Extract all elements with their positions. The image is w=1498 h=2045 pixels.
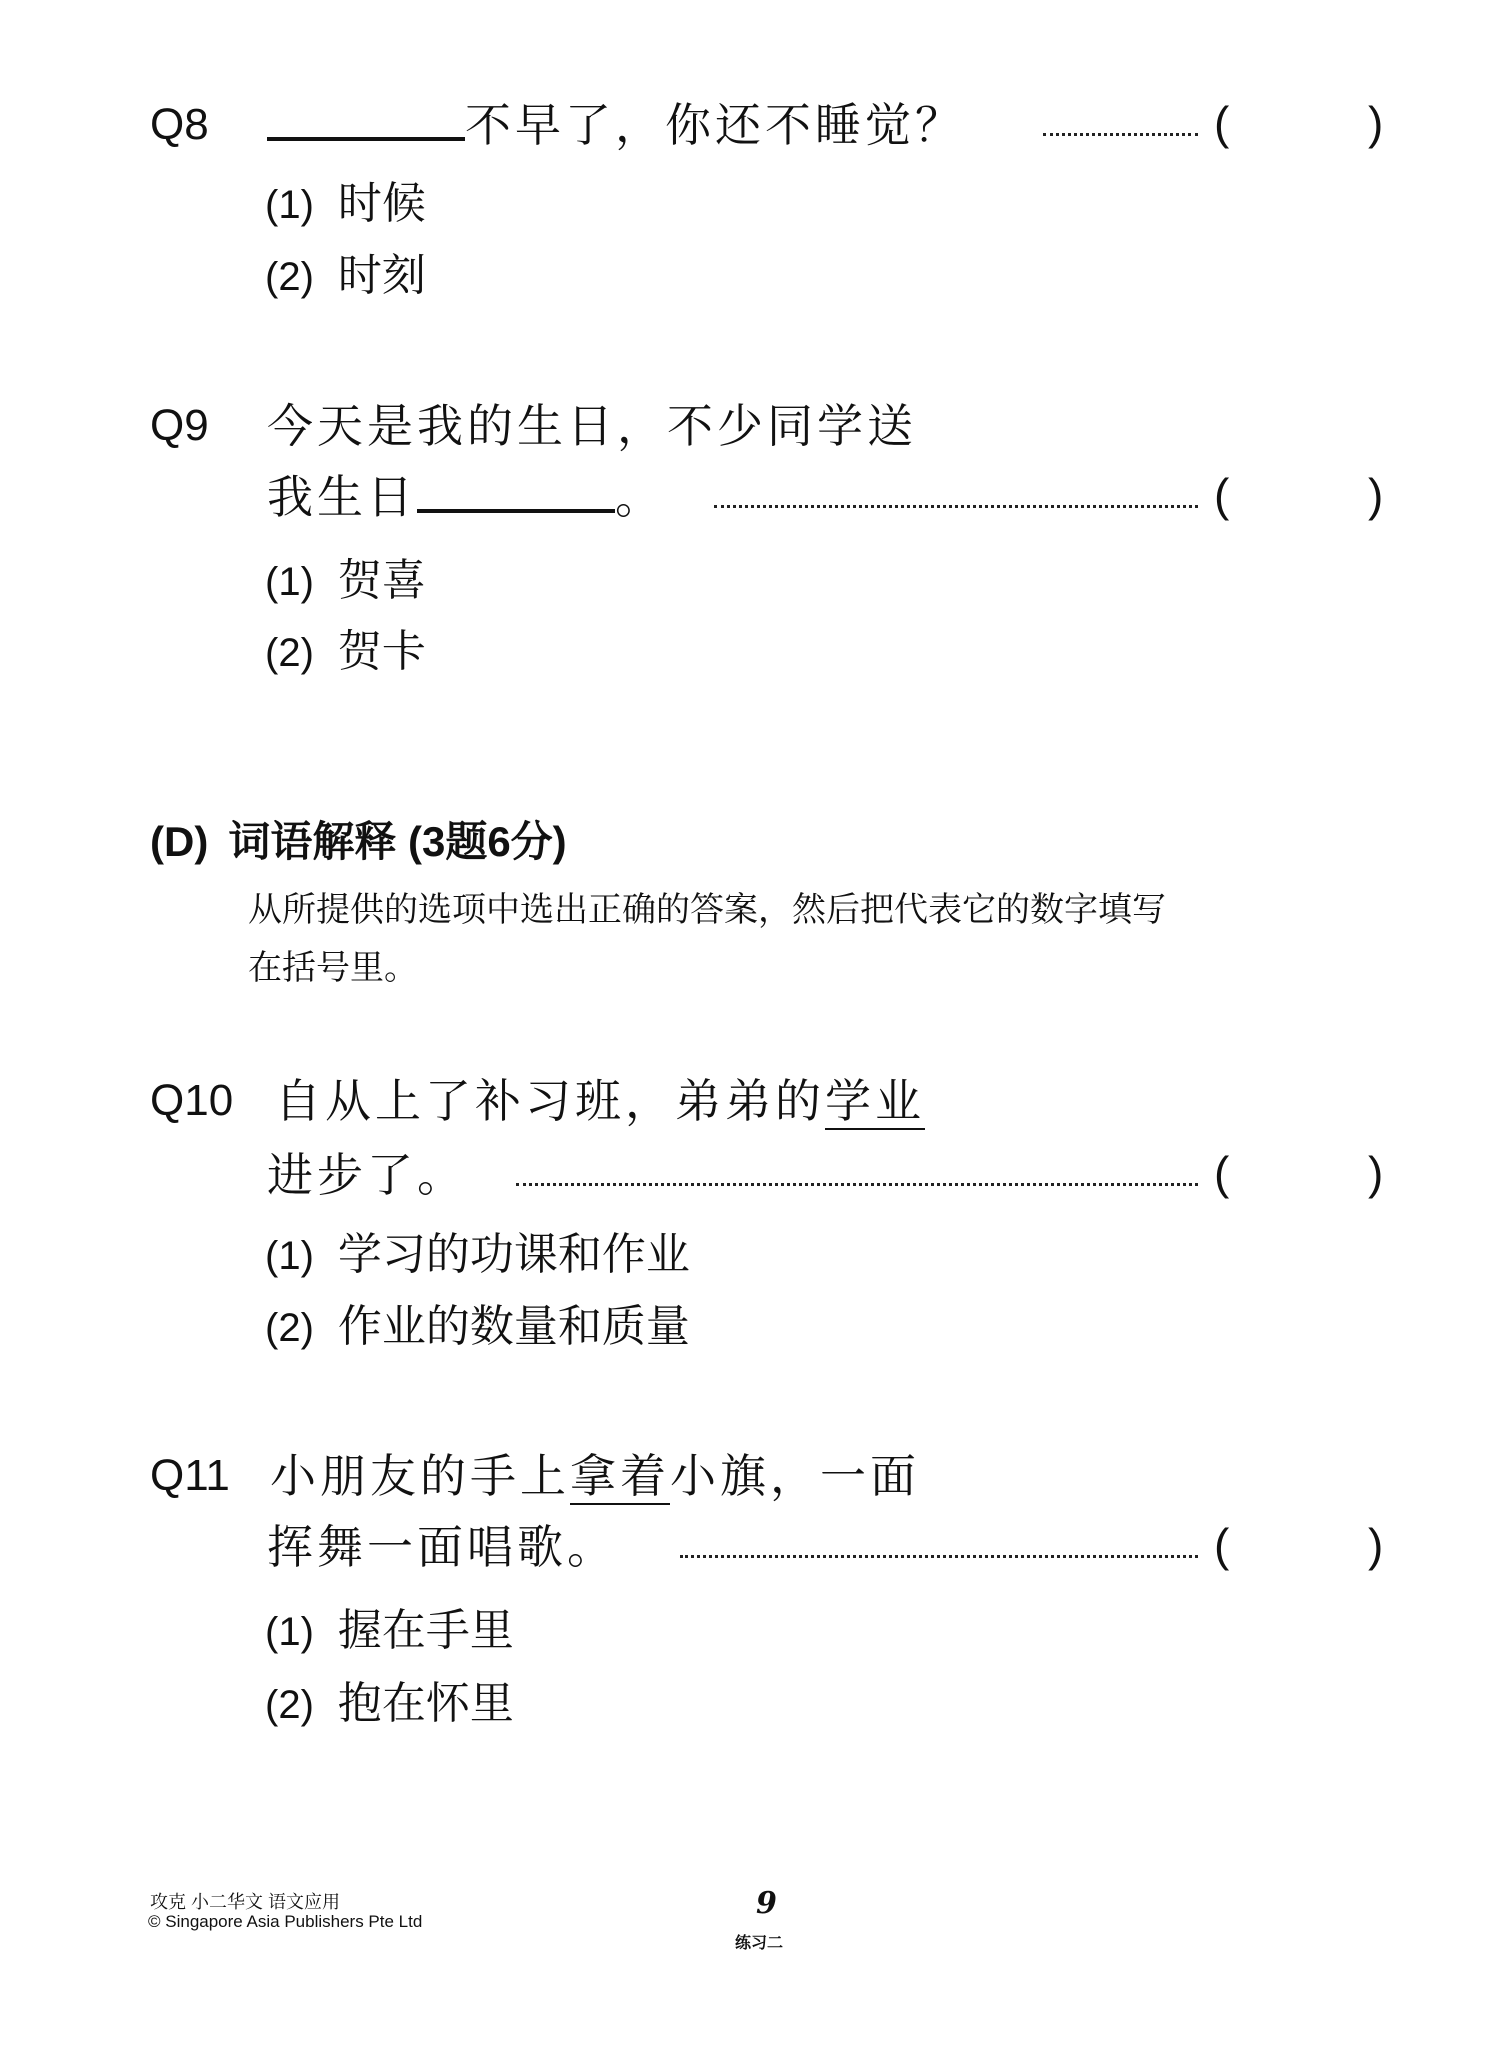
option-number: (1) bbox=[265, 183, 314, 227]
option-number: (1) bbox=[265, 1234, 314, 1278]
instruction-line: 从所提供的选项中选出正确的答案，然后把代表它的数字填写 bbox=[248, 890, 1166, 930]
answer-paren-open: ( bbox=[1214, 1519, 1230, 1571]
dotted-leader bbox=[714, 505, 1198, 508]
q10-stem-line2 bbox=[0, 1145, 1498, 1205]
q10-text: 自从上了补习班，弟弟的 bbox=[275, 1074, 825, 1128]
dotted-leader bbox=[516, 1183, 1198, 1186]
option-text: 时候 bbox=[337, 178, 426, 229]
page-number: 9 bbox=[756, 1886, 777, 1921]
option-text: 贺喜 bbox=[337, 555, 426, 606]
option-number: (2) bbox=[265, 1683, 314, 1727]
q9-period: 。 bbox=[615, 470, 665, 524]
dotted-leader bbox=[1043, 133, 1198, 136]
option-number: (2) bbox=[265, 255, 314, 299]
q9-text-line2: 我生日 bbox=[267, 470, 417, 524]
option-text: 贺卡 bbox=[337, 626, 426, 677]
q10-underlined-word: 学业 bbox=[825, 1074, 925, 1128]
answer-paren-open: ( bbox=[1214, 469, 1230, 521]
section-label: (D) bbox=[150, 818, 209, 865]
q11-text-rest: 小旗，一面 bbox=[670, 1449, 920, 1503]
answer-paren-close: ) bbox=[1368, 1147, 1384, 1199]
answer-paren-close: ) bbox=[1368, 97, 1384, 149]
exercise-label: 练习二 bbox=[735, 1935, 784, 1952]
instruction-line: 在括号里。 bbox=[248, 948, 418, 988]
q9-stem-line2 bbox=[0, 467, 1498, 527]
q8-text: 不早了，你还不睡觉？ bbox=[465, 98, 965, 152]
q9-blank[interactable] bbox=[417, 469, 615, 513]
option-number: (2) bbox=[265, 1306, 314, 1350]
dotted-leader bbox=[680, 1555, 1198, 1558]
book-title: 攻克 小二华文 语文应用 bbox=[150, 1892, 341, 1912]
option-text: 握在手里 bbox=[337, 1605, 514, 1656]
q11-text-line2: 挥舞一面唱歌。 bbox=[267, 1520, 617, 1574]
q11-number: Q11 bbox=[150, 1451, 230, 1500]
q8-number: Q8 bbox=[150, 100, 209, 149]
answer-paren-open: ( bbox=[1214, 97, 1230, 149]
option-text: 学习的功课和作业 bbox=[337, 1229, 690, 1280]
q9-number: Q9 bbox=[150, 401, 209, 450]
q8-blank[interactable] bbox=[267, 97, 465, 141]
q11-stem-line2 bbox=[0, 1517, 1498, 1577]
option-text: 作业的数量和质量 bbox=[337, 1301, 690, 1352]
option-number: (2) bbox=[265, 631, 314, 675]
answer-paren-close: ) bbox=[1368, 1519, 1384, 1571]
q10-text-line2: 进步了。 bbox=[267, 1148, 467, 1202]
q10-number: Q10 bbox=[150, 1076, 234, 1125]
q11-text: 小朋友的手上 bbox=[270, 1449, 570, 1503]
answer-paren-open: ( bbox=[1214, 1147, 1230, 1199]
option-text: 时刻 bbox=[337, 250, 426, 301]
option-number: (1) bbox=[265, 560, 314, 604]
q8-stem bbox=[0, 95, 1498, 155]
answer-paren-close: ) bbox=[1368, 469, 1384, 521]
q9-text-line1: 今天是我的生日，不少同学送 bbox=[267, 399, 917, 453]
section-title: 词语解释 (3题6分) bbox=[228, 818, 567, 865]
option-text: 抱在怀里 bbox=[337, 1678, 514, 1729]
q11-underlined-word: 拿着 bbox=[570, 1449, 670, 1503]
copyright: © Singapore Asia Publishers Pte Ltd bbox=[148, 1912, 423, 1931]
option-number: (1) bbox=[265, 1610, 314, 1654]
